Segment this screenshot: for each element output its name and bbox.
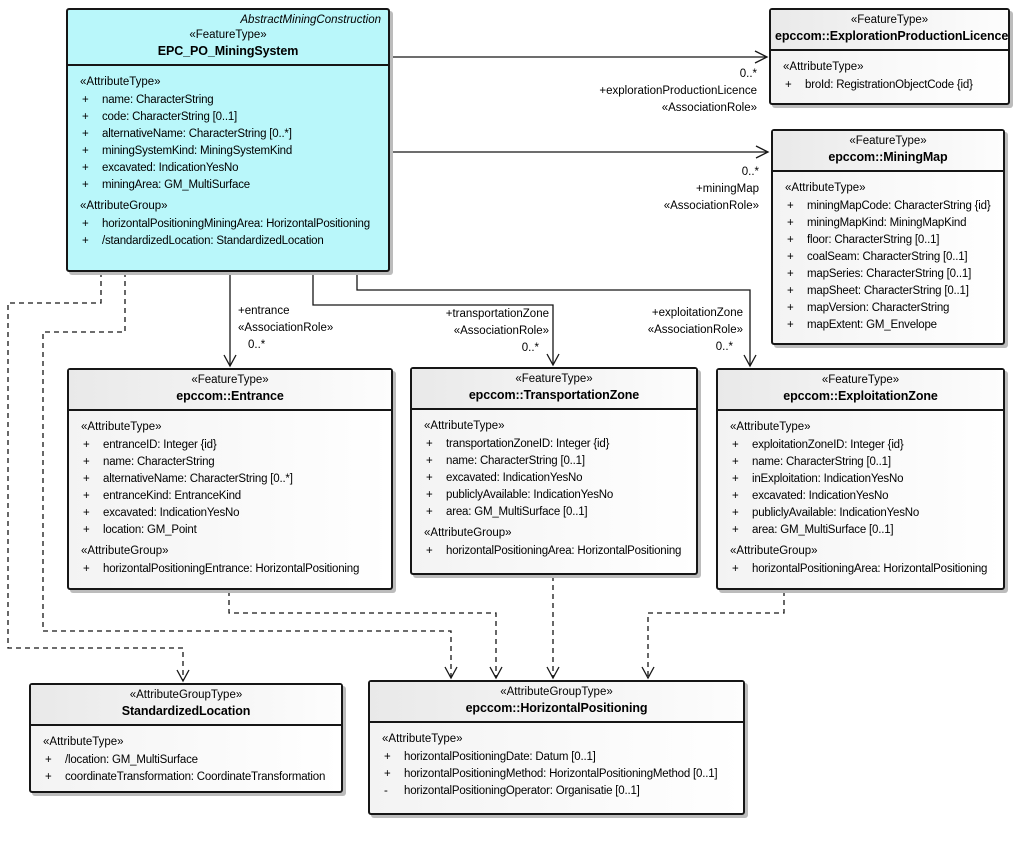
association-exploration-production-licence[interactable] xyxy=(390,51,767,63)
attribute-row xyxy=(69,505,391,522)
role-stereotype: «AssociationRole» xyxy=(453,325,549,337)
attribute-text: excavated: IndicationYesNo xyxy=(102,162,239,174)
attribute-row xyxy=(412,453,696,470)
section-header: «AttributeType» xyxy=(424,420,505,432)
class-box-entrance[interactable] xyxy=(67,368,393,590)
attribute-text: name: CharacterString xyxy=(103,456,215,468)
attribute-row xyxy=(412,470,696,487)
class-stereotype: «FeatureType» xyxy=(189,29,267,41)
attribute-row xyxy=(68,109,388,126)
attribute-row xyxy=(31,769,341,786)
visibility-symbol: + xyxy=(787,319,794,331)
visibility-symbol: + xyxy=(83,507,90,519)
attribute-text: horizontalPositioningMethod: HorizontalPositioningMethod [0..1] xyxy=(404,768,718,780)
visibility-symbol: + xyxy=(83,456,90,468)
class-header xyxy=(412,369,696,410)
attribute-row xyxy=(69,437,391,454)
section-header: «AttributeType» xyxy=(81,421,162,433)
visibility-symbol: + xyxy=(82,128,89,140)
visibility-symbol: + xyxy=(82,218,89,230)
attribute-text: location: GM_Point xyxy=(103,524,197,536)
attribute-row xyxy=(68,143,388,160)
dependency-transportation-horizontal-positioning[interactable] xyxy=(547,576,559,678)
section-header: «AttributeType» xyxy=(785,182,866,194)
multiplicity: 0..* xyxy=(715,341,733,353)
attribute-row xyxy=(68,177,388,194)
visibility-symbol: + xyxy=(785,79,792,91)
visibility-symbol: + xyxy=(787,285,794,297)
class-stereotype: «FeatureType» xyxy=(191,374,269,386)
class-tagline: AbstractMiningConstruction xyxy=(240,14,381,26)
attribute-row xyxy=(68,160,388,177)
attribute-row xyxy=(370,783,743,800)
attribute-row xyxy=(718,561,1003,578)
label-mining-map-role xyxy=(664,164,759,215)
attribute-row xyxy=(718,505,1003,522)
attribute-row xyxy=(773,283,1003,300)
section-header: «AttributeType» xyxy=(43,736,124,748)
attribute-row xyxy=(773,215,1003,232)
visibility-symbol: + xyxy=(45,771,52,783)
class-name: epccom::ExploitationZone xyxy=(783,389,938,403)
visibility-symbol: + xyxy=(732,456,739,468)
attribute-text: horizontalPositioningArea: HorizontalPositioning xyxy=(446,545,682,557)
attribute-row xyxy=(773,317,1003,334)
section-header: «AttributeType» xyxy=(80,76,161,88)
class-box-mining-system[interactable] xyxy=(66,8,390,272)
class-box-mining-map[interactable] xyxy=(771,129,1005,345)
attribute-text: horizontalPositioningMiningArea: HorizontalPositioning xyxy=(102,218,370,230)
attribute-text: excavated: IndicationYesNo xyxy=(103,507,240,519)
visibility-symbol: + xyxy=(732,563,739,575)
class-header xyxy=(718,370,1003,411)
attribute-text: miningMapKind: MiningMapKind xyxy=(807,217,967,229)
class-name: epccom::Entrance xyxy=(176,389,284,403)
visibility-symbol: + xyxy=(45,754,52,766)
attribute-text: alternativeName: CharacterString [0..*] xyxy=(102,128,292,140)
class-name: StandardizedLocation xyxy=(121,704,251,718)
attribute-text: entranceKind: EntranceKind xyxy=(103,490,242,502)
class-name: epccom::MiningMap xyxy=(828,150,948,164)
attribute-text: coalSeam: CharacterString [0..1] xyxy=(807,251,968,263)
attribute-text: alternativeName: CharacterString [0..*] xyxy=(103,473,293,485)
class-attributes xyxy=(771,51,1008,94)
visibility-symbol: + xyxy=(787,302,794,314)
class-name: epccom::TransportationZone xyxy=(468,388,640,402)
attribute-text: floor: CharacterString [0..1] xyxy=(807,234,940,246)
attribute-text: miningSystemKind: MiningSystemKind xyxy=(102,145,293,157)
attribute-row xyxy=(31,752,341,769)
class-attributes xyxy=(69,411,391,578)
attribute-text: area: GM_MultiSurface [0..1] xyxy=(446,506,588,518)
class-attributes xyxy=(31,726,341,786)
attribute-row xyxy=(773,300,1003,317)
class-name: epccom::HorizontalPositioning xyxy=(465,701,648,715)
visibility-symbol: + xyxy=(82,94,89,106)
attribute-text: excavated: IndicationYesNo xyxy=(446,472,583,484)
class-name: EPC_PO_MiningSystem xyxy=(157,44,299,58)
section-header: «AttributeGroup» xyxy=(80,200,168,212)
visibility-symbol: + xyxy=(426,438,433,450)
visibility-symbol: - xyxy=(384,785,388,797)
attribute-text: publiclyAvailable: IndicationYesNo xyxy=(752,507,920,519)
attribute-text: /standardizedLocation: StandardizedLocation xyxy=(102,235,324,247)
role-name: +exploitationZone xyxy=(651,307,743,319)
attribute-row xyxy=(771,77,1008,94)
class-attributes xyxy=(412,410,696,560)
visibility-symbol: + xyxy=(384,751,391,763)
class-header xyxy=(31,685,341,726)
visibility-symbol: + xyxy=(787,217,794,229)
class-box-horizontal-positioning[interactable] xyxy=(368,680,745,815)
role-stereotype: «AssociationRole» xyxy=(647,324,743,336)
attribute-row xyxy=(718,522,1003,539)
label-entrance-role xyxy=(238,303,333,354)
role-stereotype: «AssociationRole» xyxy=(238,322,334,334)
attribute-row xyxy=(718,454,1003,471)
visibility-symbol: + xyxy=(426,455,433,467)
class-box-transportation-zone[interactable] xyxy=(410,367,698,575)
class-header xyxy=(68,10,388,66)
visibility-symbol: + xyxy=(82,111,89,123)
class-stereotype: «FeatureType» xyxy=(849,135,927,147)
attribute-text: horizontalPositioningArea: HorizontalPositioning xyxy=(752,563,988,575)
visibility-symbol: + xyxy=(83,439,90,451)
section-header: «AttributeGroup» xyxy=(730,545,818,557)
attribute-text: coordinateTransformation: CoordinateTransformation xyxy=(65,771,326,783)
attribute-row xyxy=(370,749,743,766)
multiplicity: 0..* xyxy=(739,68,757,80)
attribute-row xyxy=(773,249,1003,266)
dependency-entrance-horizontal-positioning[interactable] xyxy=(229,591,502,678)
class-header xyxy=(370,682,743,723)
attribute-row xyxy=(69,522,391,539)
class-attributes xyxy=(718,411,1003,578)
dependency-exploitation-horizontal-positioning[interactable] xyxy=(642,591,784,678)
visibility-symbol: + xyxy=(384,768,391,780)
attribute-text: mapExtent: GM_Envelope xyxy=(807,319,937,331)
attribute-row xyxy=(68,92,388,109)
attribute-text: name: CharacterString [0..1] xyxy=(446,455,585,467)
attribute-row xyxy=(718,437,1003,454)
attribute-row xyxy=(69,471,391,488)
class-stereotype: «AttributeGroupType» xyxy=(500,686,613,698)
attribute-text: horizontalPositioningDate: Datum [0..1] xyxy=(404,751,596,763)
visibility-symbol: + xyxy=(426,472,433,484)
class-attributes xyxy=(773,172,1003,334)
attribute-text: code: CharacterString [0..1] xyxy=(102,111,238,123)
label-exploration-production-licence-role xyxy=(599,66,757,117)
class-box-standardized-location[interactable] xyxy=(29,683,343,793)
attribute-text: horizontalPositioningOperator: Organisatie [0..1] xyxy=(404,785,640,797)
attribute-text: mapSeries: CharacterString [0..1] xyxy=(807,268,972,280)
label-transportation-zone-role xyxy=(446,306,549,357)
section-header: «AttributeType» xyxy=(730,421,811,433)
role-stereotype: «AssociationRole» xyxy=(661,102,757,114)
attribute-text: name: CharacterString [0..1] xyxy=(752,456,891,468)
role-name: +transportationZone xyxy=(445,308,549,320)
attribute-text: horizontalPositioningEntrance: HorizontalPositioning xyxy=(103,563,360,575)
class-stereotype: «AttributeGroupType» xyxy=(129,689,243,701)
attribute-row xyxy=(69,561,391,578)
attribute-text: mapSheet: CharacterString [0..1] xyxy=(807,285,969,297)
attribute-row xyxy=(69,454,391,471)
attribute-row xyxy=(412,504,696,521)
visibility-symbol: + xyxy=(426,545,433,557)
role-name: +entrance xyxy=(238,305,290,317)
section-header: «AttributeType» xyxy=(783,61,864,73)
attribute-text: name: CharacterString xyxy=(102,94,214,106)
multiplicity: 0..* xyxy=(521,342,539,354)
attribute-row xyxy=(773,232,1003,249)
attribute-text: exploitationZoneID: Integer {id} xyxy=(752,439,904,451)
multiplicity: 0..* xyxy=(741,166,759,178)
attribute-text: excavated: IndicationYesNo xyxy=(752,490,889,502)
visibility-symbol: + xyxy=(732,507,739,519)
attribute-row xyxy=(69,488,391,505)
visibility-symbol: + xyxy=(83,563,90,575)
visibility-symbol: + xyxy=(82,162,89,174)
label-exploitation-zone-role xyxy=(648,305,743,356)
visibility-symbol: + xyxy=(83,524,90,536)
class-box-exploration-production-licence[interactable] xyxy=(769,8,1010,105)
attribute-row xyxy=(718,471,1003,488)
association-mining-map[interactable] xyxy=(390,146,768,158)
attribute-text: inExploitation: IndicationYesNo xyxy=(752,473,904,485)
visibility-symbol: + xyxy=(83,490,90,502)
visibility-symbol: + xyxy=(83,473,90,485)
section-header: «AttributeGroup» xyxy=(424,527,512,539)
attribute-row xyxy=(412,487,696,504)
visibility-symbol: + xyxy=(732,524,739,536)
attribute-text: mapVersion: CharacterString xyxy=(807,302,950,314)
attribute-row xyxy=(412,543,696,560)
visibility-symbol: + xyxy=(426,506,433,518)
attribute-row xyxy=(370,766,743,783)
section-header: «AttributeGroup» xyxy=(81,545,169,557)
multiplicity: 0..* xyxy=(248,339,266,351)
role-name: +explorationProductionLicence xyxy=(599,85,757,97)
visibility-symbol: + xyxy=(787,251,794,263)
attribute-row xyxy=(68,233,388,250)
visibility-symbol: + xyxy=(787,200,794,212)
role-stereotype: «AssociationRole» xyxy=(663,200,759,212)
visibility-symbol: + xyxy=(426,489,433,501)
attribute-text: miningArea: GM_MultiSurface xyxy=(102,179,250,191)
class-stereotype: «FeatureType» xyxy=(515,373,593,385)
class-header xyxy=(771,10,1008,51)
attribute-text: transportationZoneID: Integer {id} xyxy=(446,438,610,450)
attribute-text: area: GM_MultiSurface [0..1] xyxy=(752,524,894,536)
visibility-symbol: + xyxy=(732,473,739,485)
class-stereotype: «FeatureType» xyxy=(821,374,900,386)
attribute-row xyxy=(68,126,388,143)
visibility-symbol: + xyxy=(82,235,89,247)
visibility-symbol: + xyxy=(82,179,89,191)
visibility-symbol: + xyxy=(732,439,739,451)
class-name: epccom::ExplorationProductionLicence xyxy=(775,29,1009,43)
section-header: «AttributeType» xyxy=(382,733,463,745)
class-attributes xyxy=(370,723,743,800)
class-box-exploitation-zone[interactable] xyxy=(716,368,1005,590)
visibility-symbol: + xyxy=(82,145,89,157)
attribute-text: /location: GM_MultiSurface xyxy=(65,754,198,766)
attribute-row xyxy=(68,216,388,233)
attribute-row xyxy=(718,488,1003,505)
attribute-row xyxy=(773,266,1003,283)
class-header xyxy=(773,131,1003,172)
attribute-row xyxy=(773,198,1003,215)
attribute-text: publiclyAvailable: IndicationYesNo xyxy=(446,489,614,501)
attribute-text: miningMapCode: CharacterString {id} xyxy=(807,200,991,212)
visibility-symbol: + xyxy=(732,490,739,502)
attribute-text: entranceID: Integer {id} xyxy=(103,439,217,451)
role-name: +miningMap xyxy=(696,183,759,195)
visibility-symbol: + xyxy=(787,268,794,280)
visibility-symbol: + xyxy=(787,234,794,246)
association-entrance[interactable] xyxy=(224,272,236,366)
class-attributes xyxy=(68,66,388,250)
attribute-row xyxy=(412,436,696,453)
attribute-text: broId: RegistrationObjectCode {id} xyxy=(805,79,973,91)
class-stereotype: «FeatureType» xyxy=(850,14,929,26)
class-header xyxy=(69,370,391,411)
